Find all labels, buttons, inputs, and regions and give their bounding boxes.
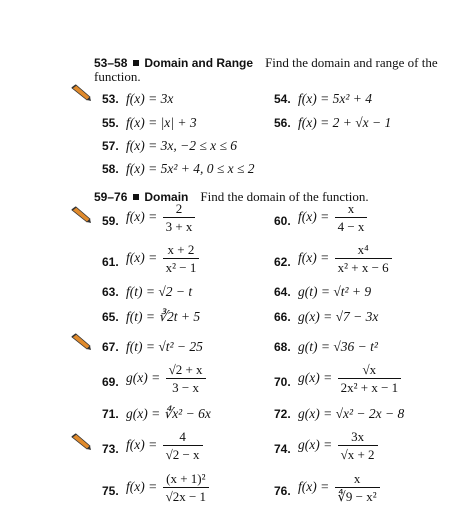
lhs: f(x) = — [298, 250, 330, 266]
section-instruction: Find the domain and range of the — [265, 55, 438, 70]
denominator: ∜9 − x² — [335, 487, 380, 505]
problem-number: 72. — [274, 407, 291, 421]
numerator: x — [353, 471, 361, 486]
problem-number: 64. — [274, 285, 291, 299]
denominator: 3 − x — [166, 378, 206, 396]
problem-55-expression: f(x) = |x| + 3 — [126, 115, 197, 130]
problem-64-expression: g(t) = √t² + 9 — [298, 284, 372, 299]
problem-number: 74. — [274, 442, 291, 456]
problem-73-expression — [126, 429, 205, 463]
lhs: g(x) = — [298, 437, 333, 453]
problem-61-expression — [126, 242, 201, 276]
problem-68-expression: g(t) = √36 − t² — [298, 339, 378, 354]
lhs: f(x) = — [298, 209, 330, 225]
problem-number: 75. — [102, 484, 119, 498]
problem-number: 61. — [102, 255, 119, 269]
lhs: f(x) = — [298, 479, 330, 495]
pencil-icon — [70, 433, 92, 451]
section-instruction: Find the domain of the function. — [200, 189, 369, 204]
problem-number: 53. — [102, 92, 119, 106]
lhs: f(x) = — [126, 209, 158, 225]
fraction — [163, 429, 203, 463]
denominator: x² + x − 6 — [335, 258, 392, 276]
denominator: x² − 1 — [163, 258, 200, 276]
pencil-icon — [70, 206, 92, 224]
denominator: 2x² + x − 1 — [338, 378, 402, 396]
problem-60-expression — [298, 201, 369, 235]
fraction — [338, 429, 378, 463]
problem-69-expression — [126, 362, 208, 396]
problem-59-expression — [126, 201, 197, 235]
problem-number: 68. — [274, 340, 291, 354]
problem-number: 54. — [274, 92, 291, 106]
section-title: Domain — [144, 190, 189, 204]
fraction — [163, 201, 196, 235]
problem-number: 56. — [274, 116, 291, 130]
numerator: (x + 1)² — [166, 471, 206, 486]
problem-67-expression: f(t) = √t² − 25 — [126, 339, 203, 354]
lhs: g(x) = — [298, 370, 333, 386]
problem-number: 62. — [274, 255, 291, 269]
problem-number: 67. — [102, 340, 119, 354]
problem-62-expression — [298, 242, 394, 276]
fraction — [335, 242, 392, 276]
problem-number: 63. — [102, 285, 119, 299]
problem-number: 58. — [102, 162, 119, 176]
problem-54-expression: f(x) = 5x² + 4 — [298, 91, 372, 106]
denominator: √2 − x — [163, 445, 203, 463]
problem-number: 76. — [274, 484, 291, 498]
denominator: 3 + x — [163, 217, 196, 235]
numerator: √2 + x — [168, 362, 203, 377]
lhs: f(x) = — [126, 250, 158, 266]
problem-58-expression: f(x) = 5x² + 4, 0 ≤ x ≤ 2 — [126, 161, 255, 176]
fraction — [335, 201, 368, 235]
problem-75-expression — [126, 471, 211, 505]
problem-number: 57. — [102, 139, 119, 153]
fraction — [163, 242, 200, 276]
problem-66-expression: g(x) = √7 − 3x — [298, 309, 379, 324]
lhs: f(x) = — [126, 437, 158, 453]
fraction — [338, 362, 402, 396]
problem-number: 59. — [102, 214, 119, 228]
section-header-53-58 — [94, 54, 438, 72]
problem-number: 69. — [102, 375, 119, 389]
numerator: x + 2 — [167, 242, 195, 257]
problem-76-expression — [298, 471, 382, 505]
lhs: f(x) = — [126, 479, 158, 495]
numerator: x⁴ — [357, 242, 369, 257]
problem-72-expression: g(x) = √x² − 2x − 8 — [298, 406, 405, 421]
pencil-icon — [70, 84, 92, 102]
problem-65-expression: f(t) = ∛2t + 5 — [126, 309, 201, 324]
numerator: √x — [362, 362, 377, 377]
problem-number: 70. — [274, 375, 291, 389]
problem-number: 66. — [274, 310, 291, 324]
problem-63-expression: f(t) = √2 − t — [126, 284, 193, 299]
section-range: 59–76 — [94, 190, 128, 204]
denominator: √x + 2 — [338, 445, 378, 463]
numerator: 3x — [351, 429, 365, 444]
fraction — [163, 471, 209, 505]
problem-70-expression — [298, 362, 403, 396]
fraction — [166, 362, 206, 396]
numerator: 4 — [179, 429, 186, 444]
problem-53-expression: f(x) = 3x — [126, 91, 174, 106]
problem-number: 55. — [102, 116, 119, 130]
problem-number: 71. — [102, 407, 119, 421]
numerator: 2 — [175, 201, 183, 216]
fraction — [335, 471, 380, 505]
problem-number: 73. — [102, 442, 119, 456]
square-bullet-icon — [133, 60, 139, 66]
square-bullet-icon — [133, 194, 139, 200]
problem-71-expression: g(x) = ∜x² − 6x — [126, 406, 211, 421]
section-range: 53–58 — [94, 56, 128, 70]
denominator: 4 − x — [335, 217, 368, 235]
section-instruction-cont: function. — [94, 69, 141, 84]
problem-number: 65. — [102, 310, 119, 324]
problem-56-expression: f(x) = 2 + √x − 1 — [298, 115, 392, 130]
problem-74-expression — [298, 429, 380, 463]
problem-number: 60. — [274, 214, 291, 228]
pencil-icon — [70, 333, 92, 351]
problem-57-expression: f(x) = 3x, −2 ≤ x ≤ 6 — [126, 138, 238, 153]
lhs: g(x) = — [126, 370, 161, 386]
numerator: x — [347, 201, 355, 216]
section-title: Domain and Range — [144, 56, 254, 70]
denominator: √2x − 1 — [163, 487, 209, 505]
